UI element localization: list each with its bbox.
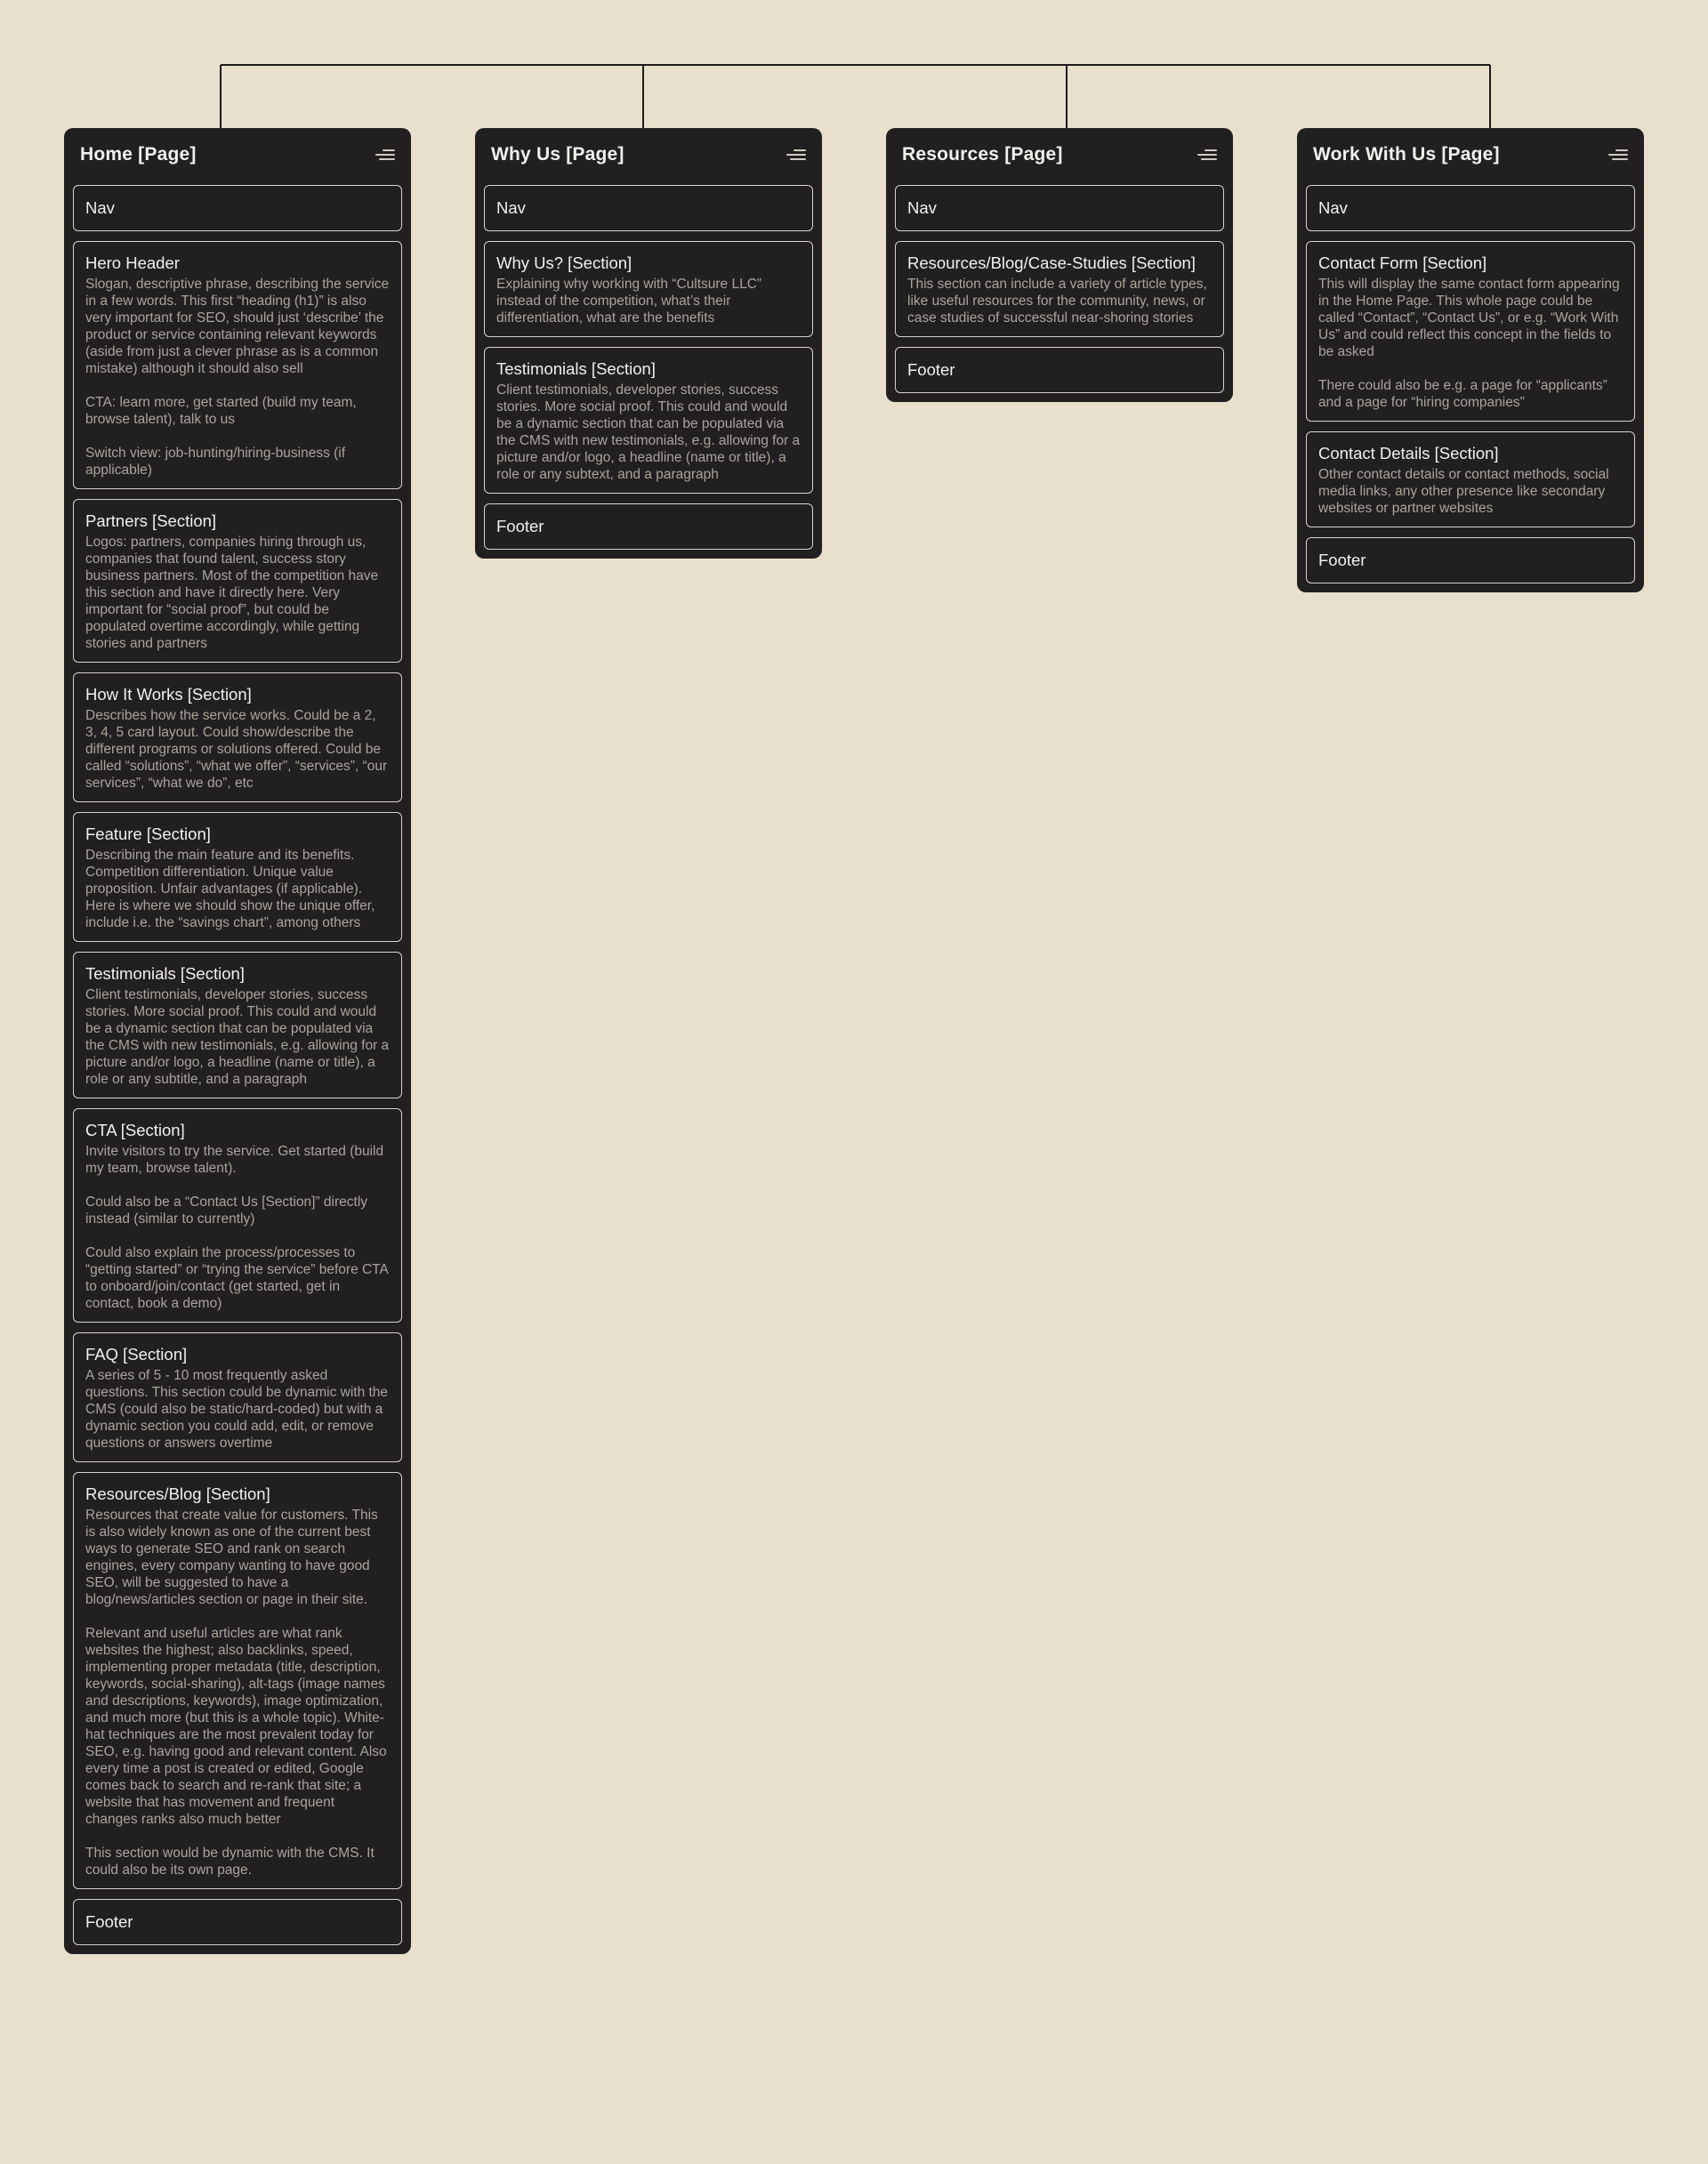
page-card-header [484, 128, 813, 181]
section-title: How It Works [Section] [85, 685, 252, 704]
section-block-footer[interactable] [73, 1899, 402, 1945]
menu-icon[interactable] [1196, 148, 1217, 162]
section-block-testimonials[interactable] [484, 347, 813, 494]
section-description: Slogan, descriptive phrase, describing the service in a few words. This first “heading (h1)” is also very important for SEO, should just ‘describe’ the product or service containing relevant keywords (aside from just a clever phrase as is a common mistake) although it should also sell CTA: learn more, get started (build my team, browse talent), talk to us Switch view: job-hunting/hiring-business (if applicable) [85, 277, 390, 478]
section-title: Feature [Section] [85, 825, 211, 843]
section-block-nav[interactable] [1306, 185, 1635, 231]
menu-icon[interactable] [1607, 148, 1628, 162]
page-card-header [1306, 128, 1635, 181]
section-block-feature[interactable] [73, 812, 402, 942]
page-title: Home [Page] [80, 144, 197, 165]
section-title: Footer [496, 517, 544, 535]
section-description: Invite visitors to try the service. Get started (build my team, browse talent). Could also be a “Contact Us [Section]” directly instead (similar to currently) Could also explain the process/processes to “getting started” or “trying the service” before CTA to onboard/join/contact (get started, get in contact, book a demo) [85, 1144, 388, 1311]
section-block-cta[interactable] [73, 1108, 402, 1323]
section-block-resources-blog[interactable] [73, 1472, 402, 1889]
page-card-home [64, 128, 411, 1954]
section-description: Client testimonials, developer stories, success stories. More social proof. This could and would be a dynamic section that can be populated via the CMS with new testimonials, e.g. allowing for a picture and/or logo, a headline (name or title), a role or any subtitle, and a paragraph [85, 987, 390, 1087]
section-description: Client testimonials, developer stories, success stories. More social proof. This could and would be a dynamic section that can be populated via the CMS with new testimonials, e.g. allowing for a picture and/or logo, a headline (name or title), a role or any subtext, and a paragraph [496, 382, 801, 482]
section-title: Resources/Blog [Section] [85, 1484, 270, 1503]
section-title: Footer [1318, 551, 1366, 569]
section-description: Logos: partners, companies hiring through us, companies that found talent, success story business partners. Most of the competition have this section and have it directly here. Very important for “social proof”, but could be populated overtime accordingly, while getting stories and partners [85, 535, 379, 651]
section-title: Hero Header [85, 253, 180, 272]
section-block-footer[interactable] [1306, 537, 1635, 583]
section-title: Why Us? [Section] [496, 253, 632, 272]
section-title: Testimonials [Section] [496, 359, 656, 378]
page-card-why-us [475, 128, 822, 559]
section-description: Describing the main feature and its benefits. Competition differentiation. Unique value proposition. Unfair advantages (if applicable). Here is where we should show the unique offer, include i.e. the “savings chart”, among others [85, 848, 375, 930]
section-block-why-us[interactable] [484, 241, 813, 337]
section-block-footer[interactable] [895, 347, 1224, 393]
section-description: Explaining why working with “Cultsure LLC” instead of the competition, what’s their differentiation, what are the benefits [496, 277, 762, 326]
section-block-partners[interactable] [73, 499, 402, 663]
section-block-nav[interactable] [73, 185, 402, 231]
section-title: Nav [85, 198, 115, 217]
page-card-header [73, 128, 402, 181]
page-card-resources [886, 128, 1233, 402]
section-block-nav[interactable] [895, 185, 1224, 231]
section-description: This section can include a variety of article types, like useful resources for the community, news, or case studies of successful near-shoring stories [907, 277, 1207, 326]
section-title: Footer [907, 360, 955, 379]
section-block-nav[interactable] [484, 185, 813, 231]
section-block-how-it-works[interactable] [73, 672, 402, 802]
section-description: A series of 5 - 10 most frequently asked questions. This section could be dynamic with the CMS (could also be static/hard-coded) but with a dynamic section you could add, edit, or remove questions or answers overtime [85, 1368, 389, 1451]
section-title: CTA [Section] [85, 1121, 185, 1139]
section-block-contact-form[interactable] [1306, 241, 1635, 422]
page-card-work-with-us [1297, 128, 1644, 592]
section-block-footer[interactable] [484, 503, 813, 550]
menu-icon[interactable] [785, 148, 806, 162]
section-block-faq[interactable] [73, 1332, 402, 1462]
section-description: Other contact details or contact methods, social media links, any other presence like secondary websites or partner websites [1318, 467, 1609, 516]
section-title: Testimonials [Section] [85, 964, 245, 983]
page-title: Work With Us [Page] [1313, 144, 1500, 165]
page-card-header [895, 128, 1224, 181]
section-block-contact-details[interactable] [1306, 431, 1635, 527]
page-title: Resources [Page] [902, 144, 1063, 165]
section-title: Nav [496, 198, 526, 217]
section-title: Contact Form [Section] [1318, 253, 1487, 272]
menu-icon[interactable] [374, 148, 395, 162]
section-title: Resources/Blog/Case-Studies [Section] [907, 253, 1196, 272]
section-description: Resources that create value for customers. This is also widely known as one of the current best ways to generate SEO and rank on search engines, every company wanting to have good SEO, will be suggested to have a blog/news/articles section or page in their site. Relevant and useful articles are what rank websites the highest; also backlinks, speed, implementing proper metadata (title, description, keywords, social-sharing), alt-tags (image names and descriptions, keywords), image optimization, and much more (but this is a whole topic). White-hat techniques are the most prevalent today for SEO, e.g. having good and relevant content. Also every time a post is created or edited, Google comes back to search and re-rank that site; a website that has movement and frequent changes ranks also much better This section would be dynamic with the CMS. It could also be its own page. [85, 1508, 387, 1878]
section-description: This will display the same contact form appearing in the Home Page. This whole page could be called “Contact”, “Contact Us”, or e.g. “Work With Us” and could reflect this concept in the fields to be asked There could also be e.g. a page for “applicants” and a page for “hiring companies” [1318, 277, 1620, 410]
section-title: Contact Details [Section] [1318, 444, 1499, 463]
section-block-hero-header[interactable] [73, 241, 402, 489]
section-title: Partners [Section] [85, 511, 217, 530]
section-block-resources-blog-case-studies[interactable] [895, 241, 1224, 337]
section-title: Footer [85, 1912, 133, 1931]
page-title: Why Us [Page] [491, 144, 624, 165]
section-title: Nav [1318, 198, 1348, 217]
section-title: Nav [907, 198, 937, 217]
section-title: FAQ [Section] [85, 1345, 188, 1364]
section-description: Describes how the service works. Could be a 2, 3, 4, 5 card layout. Could show/describe the different programs or solutions offered. Could be called “solutions”, “what we offer”, “services”, “our services”, “what we do”, etc [85, 708, 388, 791]
section-block-testimonials[interactable] [73, 952, 402, 1098]
